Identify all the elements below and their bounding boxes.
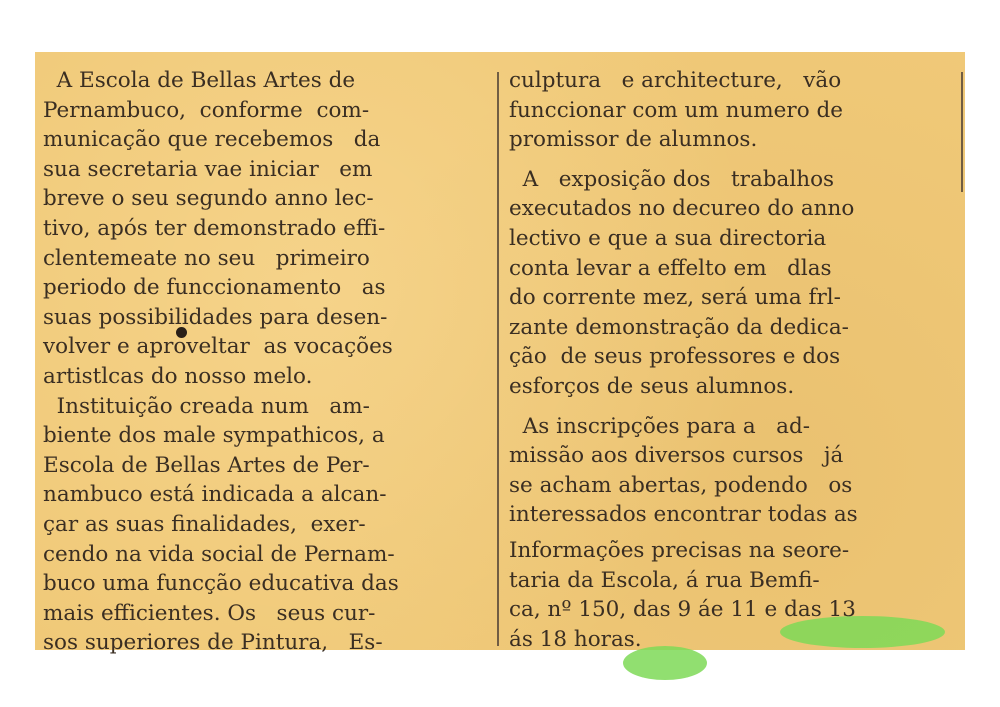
text-line: taria da Escola, á rua Bemfi-	[509, 567, 820, 593]
text-line: ção de seus professores e dos	[509, 344, 841, 370]
text-line: lectivo e que a sua directoria	[509, 225, 827, 251]
text-line: volver e aproveltar as vocações	[43, 334, 393, 360]
text-line: cendo na vida social de Pernam-	[43, 541, 395, 567]
text-line: nambuco está indicada a alcan-	[43, 482, 387, 508]
text-line: se acham abertas, podendo os	[509, 472, 853, 498]
text-line: suas possibilidades para desen-	[43, 304, 388, 330]
text-line: buco uma funcção educativa das	[43, 571, 399, 597]
column-divider	[497, 72, 499, 646]
text-line: artistlcas do nosso melo.	[43, 363, 313, 389]
paragraph-exposicao	[509, 165, 955, 402]
newspaper-clipping	[35, 52, 965, 656]
paragraph-inscripcoes	[509, 412, 955, 530]
paragraph-cursos	[509, 66, 955, 155]
text-line: zante demonstração da dedica-	[509, 314, 849, 340]
text-line: culptura e architecture, vão	[509, 68, 842, 93]
text-line: biente dos male sympathicos, a	[43, 423, 385, 449]
paragraph-spacer	[509, 155, 955, 165]
text-line: sos superiores de Pintura, Es-	[43, 630, 383, 656]
text-line: do corrente mez, será uma frl-	[509, 285, 841, 311]
text-line: funccionar com um numero de	[509, 97, 843, 123]
paragraph-escola-intro	[43, 66, 493, 392]
text-line: Informações precisas na seore-	[509, 537, 850, 563]
text-line: missão aos diversos cursos já	[509, 443, 844, 469]
text-line: çar as suas finalidades, exer-	[43, 511, 366, 537]
text-line: As inscripções para a ad-	[509, 413, 811, 439]
text-line: A exposição dos trabalhos	[509, 166, 835, 192]
right-column	[509, 66, 955, 654]
text-line: ás 18 horas.	[509, 626, 642, 652]
text-line: interessados encontrar todas as	[509, 502, 858, 528]
text-line: tivo, após ter demonstrado effi-	[43, 215, 386, 241]
text-line: periodo de funccionamento as	[43, 275, 386, 301]
paragraph-instituicao	[43, 392, 493, 658]
text-line: A Escola de Bellas Artes de	[43, 68, 356, 93]
text-line: breve o seu segundo anno lec-	[43, 186, 374, 212]
text-line: Instituição creada num am-	[43, 393, 370, 419]
text-line: executados no decureo do anno	[509, 196, 855, 222]
text-line: clentemeate no seu primeiro	[43, 245, 370, 271]
right-border-rule	[961, 72, 963, 192]
paragraph-informacoes	[509, 536, 955, 654]
text-line: Escola de Bellas Artes de Per-	[43, 452, 370, 478]
text-line: esforços de seus alumnos.	[509, 373, 795, 399]
text-line: promissor de alumnos.	[509, 127, 758, 153]
text-line: mais efficientes. Os seus cur-	[43, 600, 376, 626]
paragraph-spacer	[509, 402, 955, 412]
left-column	[43, 66, 493, 658]
text-line: municação que recebemos da	[43, 127, 381, 153]
text-line: ca, nº 150, das 9 áe 11 e das 13	[509, 597, 856, 623]
text-line: conta levar a effelto em dlas	[509, 255, 832, 281]
text-line: sua secretaria vae iniciar em	[43, 156, 373, 182]
text-line: Pernambuco, conforme com-	[43, 97, 370, 123]
